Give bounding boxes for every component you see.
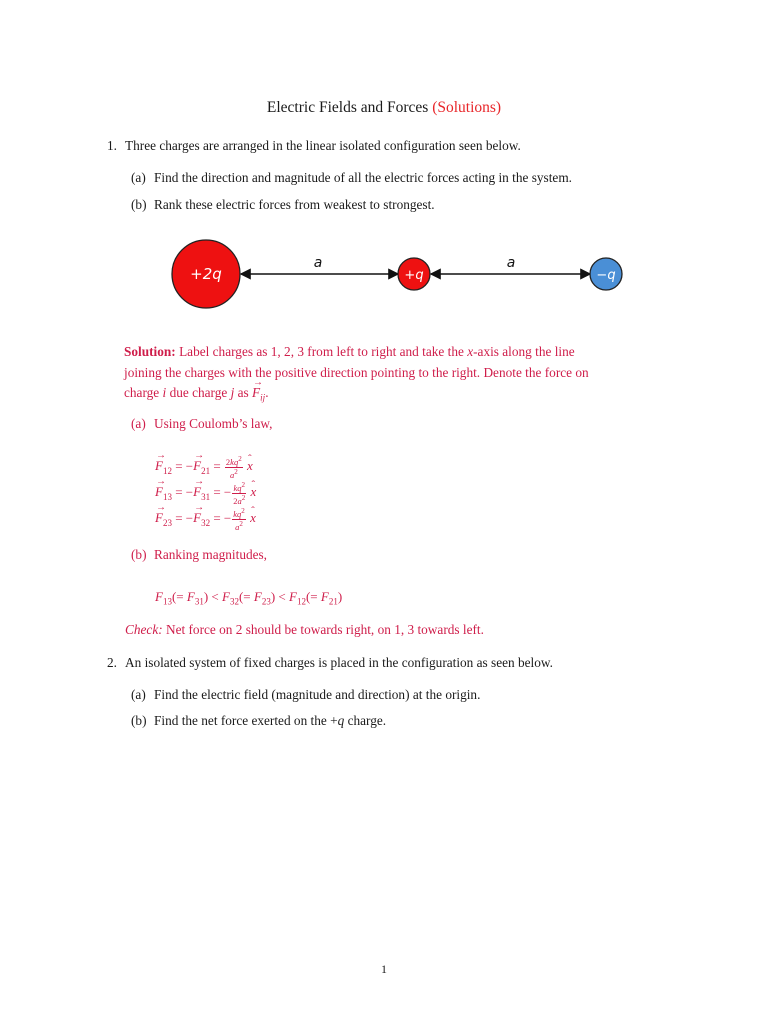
equation-f12: → $F_{12}$ = −→ $F_{21}$ = $\frac{2kq^2}{a^2}$ ˆ x [155,455,256,481]
charge-2-label: +q [404,268,424,283]
equation-f13: → $F_{13}$ = −→ $F_{31}$ = − $\frac{kq^2}{2a^2}$ ˆ x [155,481,256,507]
check-text: Net force on 2 should be towards right, on 1, 3 towards left. [165,622,484,637]
force-equations [155,455,256,533]
q2b-text: Find the net force exerted on the +q charge. [154,713,387,728]
q2a-text: Find the electric field (magnitude and direction) at the origin. [154,687,481,702]
q1-text: Three charges are arranged in the linear isolated configuration seen below. [125,138,521,153]
ranking-equation: $F_{13}(= F_{31}) < F_{32}(= F_{23}) < F_{12}(= F_{21})$ [155,589,343,607]
sol-b-text: Ranking magnitudes, [154,547,268,562]
charge-3-label: −q [596,268,616,283]
charge-diagram [0,230,768,320]
q2b-label: (b) [131,713,147,728]
equation-f23: → $F_{23}$ = −→ $F_{32}$ = − $\frac{kq^2}{a^2}$ ˆ x [155,507,256,533]
q1b-text: Rank these electric forces from weakest to strongest. [154,197,435,212]
sol-b-label: (b) [131,547,147,562]
q1a-text: Find the direction and magnitude of all the electric forces acting in the system. [154,170,572,185]
title-main: Electric Fields and Forces [266,99,429,116]
solution-line3: charge i due charge j as → $F_{ij}$. [124,383,668,408]
q2a-label: (a) [131,687,146,702]
solution-block: Solution: Label charges as 1, 2, 3 from left to right and take the x-axis along the line joining the charges with the positive direction pointing to the right. Denote the force on charge i due charge j as → $F_{ij}$. [124,342,668,408]
distance-label-2: a [506,255,516,271]
sol-a-text: Using Coulomb’s law, [154,416,273,431]
check-note [125,622,484,638]
solution-label: Solution: [124,344,176,359]
sol-a-label: (a) [131,416,146,431]
q1b-label: (b) [131,197,147,212]
title-solutions: (Solutions) [432,99,502,116]
page-number: 1 [381,962,387,976]
q2-number: 2. [107,655,117,670]
page-title [0,99,768,117]
q1a-label: (a) [131,170,146,185]
check-label: Check: [125,622,163,637]
solution-line1: Label charges as 1, 2, 3 from left to right and take the [179,344,464,359]
q1-number: 1. [107,138,117,153]
q2-text: An isolated system of fixed charges is placed in the configuration as seen below. [125,655,553,670]
charge-1-label: +2q [190,265,222,283]
distance-label-1: a [313,255,323,271]
solution-line2: joining the charges with the positive direction pointing to the right. Denote the force on [124,364,589,380]
